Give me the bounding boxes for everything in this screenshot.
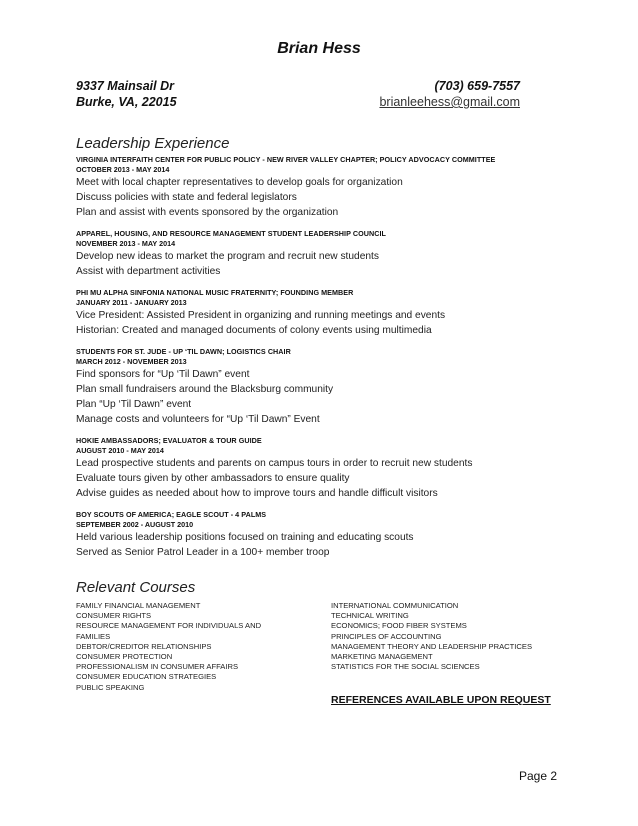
email-link[interactable]: brianleehess@gmail.com [379, 95, 520, 109]
job-duty: Find sponsors for “Up ‘Til Dawn” event [76, 369, 250, 380]
references-note: REFERENCES AVAILABLE UPON REQUEST [331, 694, 551, 706]
course-item: DEBTOR/CREDITOR RELATIONSHIPS [76, 641, 212, 651]
job-entry [76, 229, 566, 279]
course-item: PROFESSIONALISM IN CONSUMER AFFAIRS [76, 662, 239, 672]
course-item: FAMILIES [76, 631, 111, 641]
job-title: PHI MU ALPHA SINFONIA NATIONAL MUSIC FRATERNITY; FOUNDING MEMBER [76, 288, 354, 297]
applicant-name: Brian Hess [277, 40, 361, 57]
job-duty: Plan “Up ‘Til Dawn” event [76, 399, 192, 410]
address-line-2: Burke, VA, 22015 [76, 95, 177, 109]
job-dates: SEPTEMBER 2002 - AUGUST 2010 [76, 520, 194, 529]
job-entry [76, 347, 566, 427]
course-item: INTERNATIONAL COMMUNICATION [331, 601, 459, 610]
job-duty: Discuss policies with state and federal legislators [76, 192, 297, 203]
course-item: RESOURCE MANAGEMENT FOR INDIVIDUALS AND [76, 621, 262, 631]
job-dates: MARCH 2012 - NOVEMBER 2013 [76, 357, 187, 366]
job-title: APPAREL, HOUSING, AND RESOURCE MANAGEMENT STUDENT LEADERSHIP COUNCIL [76, 229, 386, 238]
job-duty: Meet with local chapter representatives to develop goals for organization [76, 177, 403, 188]
job-duty: Develop new ideas to market the program and recruit new students [76, 251, 379, 262]
course-item: MANAGEMENT THEORY AND LEADERSHIP PRACTICES [331, 641, 533, 651]
job-duty: Historian: Created and managed documents of colony events using multimedia [76, 325, 432, 336]
job-duty: Assist with department activities [76, 266, 221, 277]
page-number: Page 2 [519, 769, 558, 783]
job-dates: JANUARY 2011 - JANUARY 2013 [76, 298, 187, 307]
job-dates: OCTOBER 2013 - MAY 2014 [76, 165, 170, 174]
job-duty: Served as Senior Patrol Leader in a 100+ member troop [76, 547, 330, 558]
leadership-section-title: Leadership Experience [76, 135, 230, 152]
job-title: HOKIE AMBASSADORS; EVALUATOR & TOUR GUIDE [76, 436, 262, 445]
course-item: CONSUMER PROTECTION [76, 652, 173, 662]
contact-row-1 [76, 79, 520, 93]
job-entry [76, 510, 566, 560]
course-item: PRINCIPLES OF ACCOUNTING [331, 631, 442, 641]
job-title: BOY SCOUTS OF AMERICA; EAGLE SCOUT - 4 PALMS [76, 510, 267, 519]
job-duty: Held various leadership positions focused on training and educating scouts [76, 532, 414, 543]
job-duty: Lead prospective students and parents on campus tours in order to recruit new students [76, 458, 473, 469]
course-item: MARKETING MANAGEMENT [331, 652, 433, 662]
job-duty: Evaluate tours given by other ambassadors to ensure quality [76, 473, 350, 484]
course-item: PUBLIC SPEAKING [76, 682, 145, 692]
job-dates: AUGUST 2010 - MAY 2014 [76, 446, 164, 455]
job-title: STUDENTS FOR ST. JUDE - UP ‘TIL DAWN; LOGISTICS CHAIR [76, 347, 291, 356]
course-item: TECHNICAL WRITING [331, 611, 409, 621]
job-duty: Advise guides as needed about how to improve tours and handle difficult visitors [76, 488, 438, 499]
courses-left-column [76, 601, 261, 693]
job-title: VIRGINIA INTERFAITH CENTER FOR PUBLIC POLICY - NEW RIVER VALLEY CHAPTER; POLICY ADVOCACY COMMITTEE [76, 155, 496, 164]
job-dates: NOVEMBER 2013 - MAY 2014 [76, 239, 176, 248]
address-line-1: 9337 Mainsail Dr [76, 79, 174, 93]
course-item: FAMILY FINANCIAL MANAGEMENT [76, 601, 201, 610]
job-duty: Manage costs and volunteers for “Up ‘Til Dawn” Event [76, 414, 320, 425]
job-entry [76, 436, 566, 501]
job-duty: Plan and assist with events sponsored by the organization [76, 207, 339, 218]
courses-right-column [331, 601, 532, 672]
course-item: CONSUMER RIGHTS [76, 611, 152, 621]
course-item: CONSUMER EDUCATION STRATEGIES [76, 672, 217, 682]
leadership-list [76, 155, 566, 569]
course-item: ECONOMICS; FOOD FIBER SYSTEMS [331, 621, 467, 631]
contact-row-2 [76, 95, 520, 109]
job-duty: Vice President: Assisted President in organizing and running meetings and events [76, 310, 446, 321]
course-item: STATISTICS FOR THE SOCIAL SCIENCES [331, 662, 480, 672]
job-entry [76, 155, 566, 220]
phone-number: (703) 659-7557 [434, 79, 520, 93]
job-entry [76, 288, 566, 338]
courses-section-title: Relevant Courses [76, 579, 196, 596]
job-duty: Plan small fundraisers around the Blacksburg community [76, 384, 334, 395]
